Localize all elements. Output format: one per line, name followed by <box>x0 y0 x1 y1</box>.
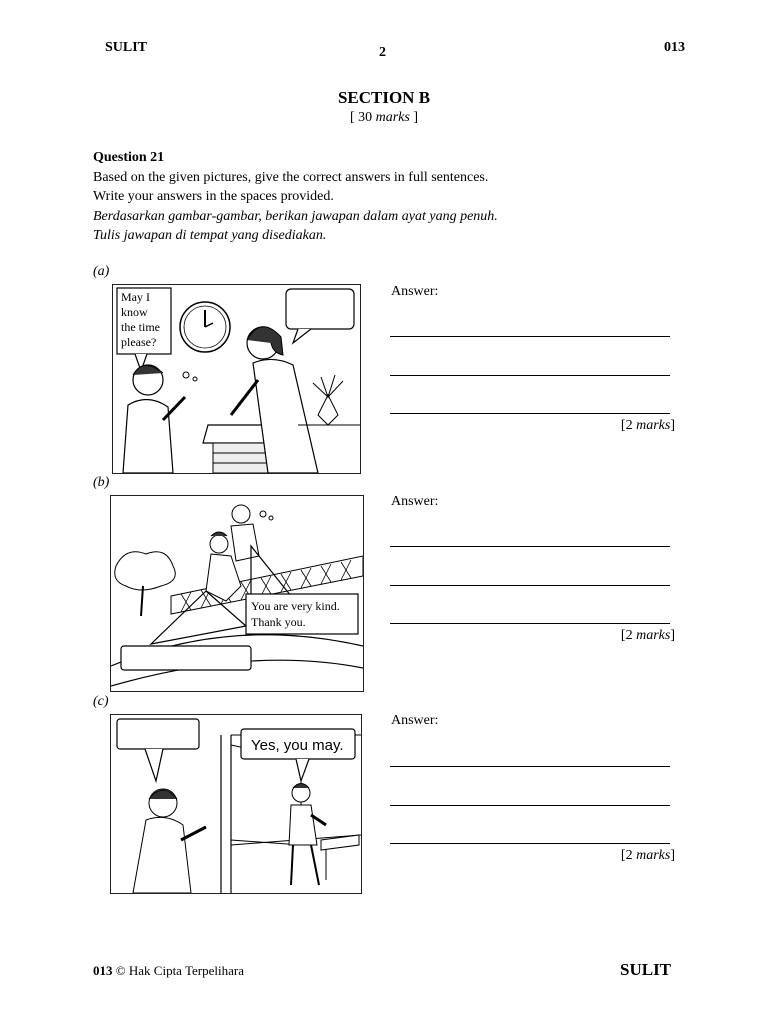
question-number: Question 21 <box>93 150 165 165</box>
part-b-answer-line-1[interactable] <box>390 546 670 547</box>
part-b-answer-line-2[interactable] <box>390 585 670 586</box>
part-a-marks: [2 marks] <box>620 418 675 433</box>
bubble-b-line-2: Thank you. <box>251 615 306 629</box>
part-a-answer-line-3[interactable] <box>390 413 670 414</box>
instruction-malay-line-1: Berdasarkan gambar-gambar, berikan jawapan dalam ayat yang penuh. <box>93 208 498 224</box>
bubble-a-line-3: the time <box>121 320 160 334</box>
part-c-answer-line-2[interactable] <box>390 805 670 806</box>
part-c-label: (c) <box>93 694 109 709</box>
section-marks: [ 30 marks ] <box>349 110 419 125</box>
bubble-a-line-1: May I <box>121 290 150 304</box>
section-title: SECTION B <box>337 88 431 107</box>
header-paper-code: 013 <box>664 40 685 55</box>
part-c-answer-line-1[interactable] <box>390 766 670 767</box>
picture-c-illustration <box>111 715 361 893</box>
instruction-malay-line-2: Tulis jawapan di tempat yang disediakan. <box>93 228 327 243</box>
picture-b-illustration <box>111 496 363 691</box>
bubble-b-line-1: You are very kind. <box>251 599 340 613</box>
part-c-answer-line-3[interactable] <box>390 843 670 844</box>
part-a-answer-label: Answer: <box>391 284 439 299</box>
part-c-answer-label: Answer: <box>391 713 439 728</box>
part-a-answer-line-2[interactable] <box>390 375 670 376</box>
part-a-label: (a) <box>93 264 110 279</box>
footer-sulit-right: SULIT <box>620 960 672 979</box>
part-c-marks: [2 marks] <box>620 848 675 863</box>
picture-c <box>110 714 362 894</box>
picture-b <box>110 495 364 692</box>
part-b-answer-label: Answer: <box>391 494 439 509</box>
instruction-line-1: Based on the given pictures, give the correct answers in full sentences. <box>93 169 489 185</box>
instruction-line-2: Write your answers in the spaces provided. <box>93 189 334 204</box>
footer-copyright: © Hak Cipta Terpelihara <box>115 963 244 978</box>
picture-a-illustration <box>113 285 360 473</box>
part-a-answer-line-1[interactable] <box>390 336 670 337</box>
part-b-label: (b) <box>93 475 110 490</box>
footer-copyright-block <box>93 963 244 979</box>
bubble-a-line-2: know <box>121 305 148 319</box>
picture-a <box>112 284 361 474</box>
bubble-a-line-4: please? <box>121 335 157 349</box>
question-block <box>93 148 498 246</box>
bubble-c-text: Yes, you may. <box>251 737 344 754</box>
footer-code: 013 <box>93 963 113 978</box>
part-b-marks: [2 marks] <box>620 628 675 643</box>
header-sulit-left: SULIT <box>105 40 148 55</box>
page-number: 2 <box>379 45 386 60</box>
part-b-answer-line-3[interactable] <box>390 623 670 624</box>
